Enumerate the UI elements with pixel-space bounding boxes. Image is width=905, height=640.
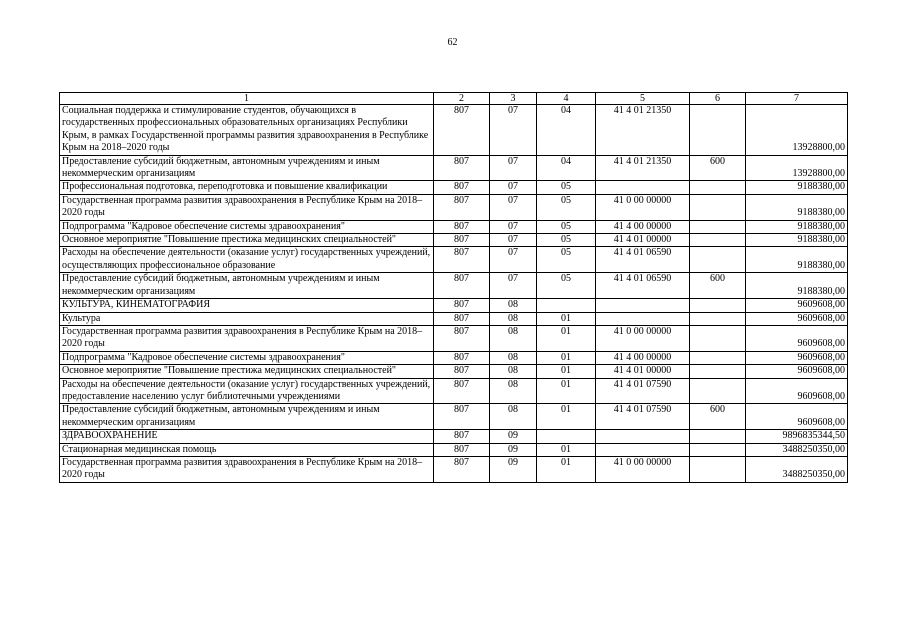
row-target-article-cell: 41 4 01 00000 <box>596 234 690 247</box>
row-amount-cell: 9188380,00 <box>746 220 848 233</box>
row-target-article-cell <box>596 181 690 194</box>
row-expense-type-cell <box>690 299 746 312</box>
row-expense-type-cell <box>690 247 746 273</box>
row-subsection-cell: 01 <box>537 456 596 482</box>
row-expense-type-cell: 600 <box>690 273 746 299</box>
row-section-cell: 07 <box>490 181 537 194</box>
header-cell: 4 <box>537 93 596 105</box>
row-subsection-cell: 05 <box>537 234 596 247</box>
table-row <box>60 378 848 404</box>
row-expense-type-cell <box>690 456 746 482</box>
header-cell: 7 <box>746 93 848 105</box>
row-name-cell: Основное мероприятие "Повышение престижа медицинских специальностей" <box>60 365 434 378</box>
row-section-cell: 08 <box>490 312 537 325</box>
table-row <box>60 299 848 312</box>
row-section-cell: 07 <box>490 105 537 156</box>
row-amount-cell: 9609608,00 <box>746 299 848 312</box>
row-subsection-cell: 04 <box>537 155 596 181</box>
row-subsection-cell: 05 <box>537 181 596 194</box>
row-section-cell: 07 <box>490 155 537 181</box>
row-amount-cell: 9188380,00 <box>746 234 848 247</box>
row-name-cell: Подпрограмма "Кадровое обеспечение системы здравоохранения" <box>60 351 434 364</box>
row-expense-type-cell <box>690 430 746 443</box>
row-section-cell: 08 <box>490 351 537 364</box>
table-row <box>60 404 848 430</box>
table-row <box>60 155 848 181</box>
row-target-article-cell: 41 4 01 06590 <box>596 247 690 273</box>
row-name-cell: Государственная программа развития здравоохранения в Республике Крым на 2018–2020 годы <box>60 194 434 220</box>
row-amount-cell: 9896835344,50 <box>746 430 848 443</box>
row-name-cell: Профессиональная подготовка, переподготовка и повышение квалификации <box>60 181 434 194</box>
row-grbs-cell: 807 <box>434 194 490 220</box>
row-amount-cell: 9609608,00 <box>746 312 848 325</box>
row-section-cell: 09 <box>490 456 537 482</box>
row-subsection-cell: 05 <box>537 273 596 299</box>
table-row <box>60 456 848 482</box>
budget-table <box>59 92 848 483</box>
table-row <box>60 273 848 299</box>
row-subsection-cell: 05 <box>537 194 596 220</box>
row-target-article-cell: 41 4 01 00000 <box>596 365 690 378</box>
row-amount-cell: 9188380,00 <box>746 194 848 220</box>
row-section-cell: 08 <box>490 325 537 351</box>
row-name-cell: КУЛЬТУРА, КИНЕМАТОГРАФИЯ <box>60 299 434 312</box>
row-amount-cell: 9609608,00 <box>746 378 848 404</box>
row-grbs-cell: 807 <box>434 325 490 351</box>
header-cell: 3 <box>490 93 537 105</box>
table-body <box>60 105 848 483</box>
row-section-cell: 08 <box>490 378 537 404</box>
table-row <box>60 365 848 378</box>
row-subsection-cell: 05 <box>537 220 596 233</box>
row-grbs-cell: 807 <box>434 456 490 482</box>
row-target-article-cell <box>596 443 690 456</box>
table-row <box>60 443 848 456</box>
page-number: 62 <box>447 37 458 48</box>
header-cell: 1 <box>60 93 434 105</box>
row-expense-type-cell <box>690 365 746 378</box>
row-name-cell: ЗДРАВООХРАНЕНИЕ <box>60 430 434 443</box>
row-amount-cell: 13928800,00 <box>746 105 848 156</box>
row-subsection-cell: 04 <box>537 105 596 156</box>
table-row <box>60 181 848 194</box>
row-section-cell: 07 <box>490 273 537 299</box>
row-target-article-cell: 41 4 00 00000 <box>596 351 690 364</box>
row-amount-cell: 9609608,00 <box>746 365 848 378</box>
row-expense-type-cell <box>690 443 746 456</box>
row-expense-type-cell <box>690 312 746 325</box>
row-grbs-cell: 807 <box>434 351 490 364</box>
row-grbs-cell: 807 <box>434 404 490 430</box>
row-name-cell: Социальная поддержка и стимулирование студентов, обучающихся в государственных профессиональных образовательных организациях Республики Крым, в рамках Государственной программы развития здравоохранения в Республике Крым на 2018–2020 годы <box>60 105 434 156</box>
row-amount-cell: 9609608,00 <box>746 404 848 430</box>
row-grbs-cell: 807 <box>434 378 490 404</box>
row-name-cell: Предоставление субсидий бюджетным, автономным учреждениям и иным некоммерческим организациям <box>60 273 434 299</box>
row-subsection-cell: 01 <box>537 351 596 364</box>
table-row <box>60 247 848 273</box>
row-grbs-cell: 807 <box>434 430 490 443</box>
row-name-cell: Предоставление субсидий бюджетным, автономным учреждениям и иным некоммерческим организациям <box>60 404 434 430</box>
row-grbs-cell: 807 <box>434 299 490 312</box>
row-name-cell: Государственная программа развития здравоохранения в Республике Крым на 2018–2020 годы <box>60 456 434 482</box>
row-amount-cell: 9609608,00 <box>746 325 848 351</box>
row-target-article-cell: 41 4 01 21350 <box>596 155 690 181</box>
table-row <box>60 220 848 233</box>
row-expense-type-cell <box>690 378 746 404</box>
row-target-article-cell: 41 0 00 00000 <box>596 325 690 351</box>
row-grbs-cell: 807 <box>434 443 490 456</box>
row-amount-cell: 9609608,00 <box>746 351 848 364</box>
header-cell: 5 <box>596 93 690 105</box>
row-grbs-cell: 807 <box>434 105 490 156</box>
row-target-article-cell <box>596 312 690 325</box>
row-subsection-cell: 01 <box>537 365 596 378</box>
row-section-cell: 08 <box>490 404 537 430</box>
row-expense-type-cell <box>690 325 746 351</box>
row-target-article-cell <box>596 430 690 443</box>
row-amount-cell: 9188380,00 <box>746 247 848 273</box>
row-section-cell: 07 <box>490 234 537 247</box>
header-cell: 2 <box>434 93 490 105</box>
table-row <box>60 312 848 325</box>
row-name-cell: Государственная программа развития здравоохранения в Республике Крым на 2018–2020 годы <box>60 325 434 351</box>
row-target-article-cell: 41 4 01 21350 <box>596 105 690 156</box>
row-grbs-cell: 807 <box>434 312 490 325</box>
row-name-cell: Предоставление субсидий бюджетным, автономным учреждениям и иным некоммерческим организациям <box>60 155 434 181</box>
row-expense-type-cell <box>690 194 746 220</box>
row-expense-type-cell <box>690 105 746 156</box>
row-name-cell: Расходы на обеспечение деятельности (оказание услуг) государственных учреждений, предоставление населению услуг библиотечными учреждениями <box>60 378 434 404</box>
row-subsection-cell: 01 <box>537 325 596 351</box>
row-subsection-cell: 01 <box>537 404 596 430</box>
row-amount-cell: 3488250350,00 <box>746 443 848 456</box>
table-row <box>60 194 848 220</box>
row-target-article-cell: 41 0 00 00000 <box>596 456 690 482</box>
row-amount-cell: 9188380,00 <box>746 181 848 194</box>
row-target-article-cell: 41 4 00 00000 <box>596 220 690 233</box>
row-grbs-cell: 807 <box>434 273 490 299</box>
row-subsection-cell: 01 <box>537 378 596 404</box>
row-grbs-cell: 807 <box>434 247 490 273</box>
row-grbs-cell: 807 <box>434 234 490 247</box>
row-target-article-cell: 41 4 01 07590 <box>596 404 690 430</box>
row-grbs-cell: 807 <box>434 365 490 378</box>
table-row <box>60 105 848 156</box>
row-grbs-cell: 807 <box>434 220 490 233</box>
row-name-cell: Расходы на обеспечение деятельности (оказание услуг) государственных учреждений, осуществляющих профессиональное образование <box>60 247 434 273</box>
row-name-cell: Подпрограмма "Кадровое обеспечение системы здравоохранения" <box>60 220 434 233</box>
table-row <box>60 430 848 443</box>
header-cell: 6 <box>690 93 746 105</box>
row-section-cell: 07 <box>490 194 537 220</box>
row-target-article-cell <box>596 299 690 312</box>
row-expense-type-cell <box>690 181 746 194</box>
row-name-cell: Основное мероприятие "Повышение престижа медицинских специальностей" <box>60 234 434 247</box>
table-row <box>60 325 848 351</box>
row-amount-cell: 3488250350,00 <box>746 456 848 482</box>
row-section-cell: 07 <box>490 220 537 233</box>
row-section-cell: 08 <box>490 365 537 378</box>
table-row <box>60 234 848 247</box>
row-subsection-cell <box>537 299 596 312</box>
row-expense-type-cell <box>690 234 746 247</box>
row-expense-type-cell: 600 <box>690 155 746 181</box>
row-amount-cell: 9188380,00 <box>746 273 848 299</box>
row-expense-type-cell <box>690 351 746 364</box>
row-section-cell: 09 <box>490 443 537 456</box>
row-subsection-cell: 05 <box>537 247 596 273</box>
row-amount-cell: 13928800,00 <box>746 155 848 181</box>
row-grbs-cell: 807 <box>434 181 490 194</box>
row-subsection-cell <box>537 430 596 443</box>
row-subsection-cell: 01 <box>537 312 596 325</box>
row-section-cell: 09 <box>490 430 537 443</box>
row-grbs-cell: 807 <box>434 155 490 181</box>
row-name-cell: Стационарная медицинская помощь <box>60 443 434 456</box>
table-header-row <box>60 93 848 105</box>
row-subsection-cell: 01 <box>537 443 596 456</box>
row-target-article-cell: 41 4 01 06590 <box>596 273 690 299</box>
row-target-article-cell: 41 0 00 00000 <box>596 194 690 220</box>
row-section-cell: 08 <box>490 299 537 312</box>
row-expense-type-cell: 600 <box>690 404 746 430</box>
table-row <box>60 351 848 364</box>
row-expense-type-cell <box>690 220 746 233</box>
row-name-cell: Культура <box>60 312 434 325</box>
row-target-article-cell: 41 4 01 07590 <box>596 378 690 404</box>
row-section-cell: 07 <box>490 247 537 273</box>
